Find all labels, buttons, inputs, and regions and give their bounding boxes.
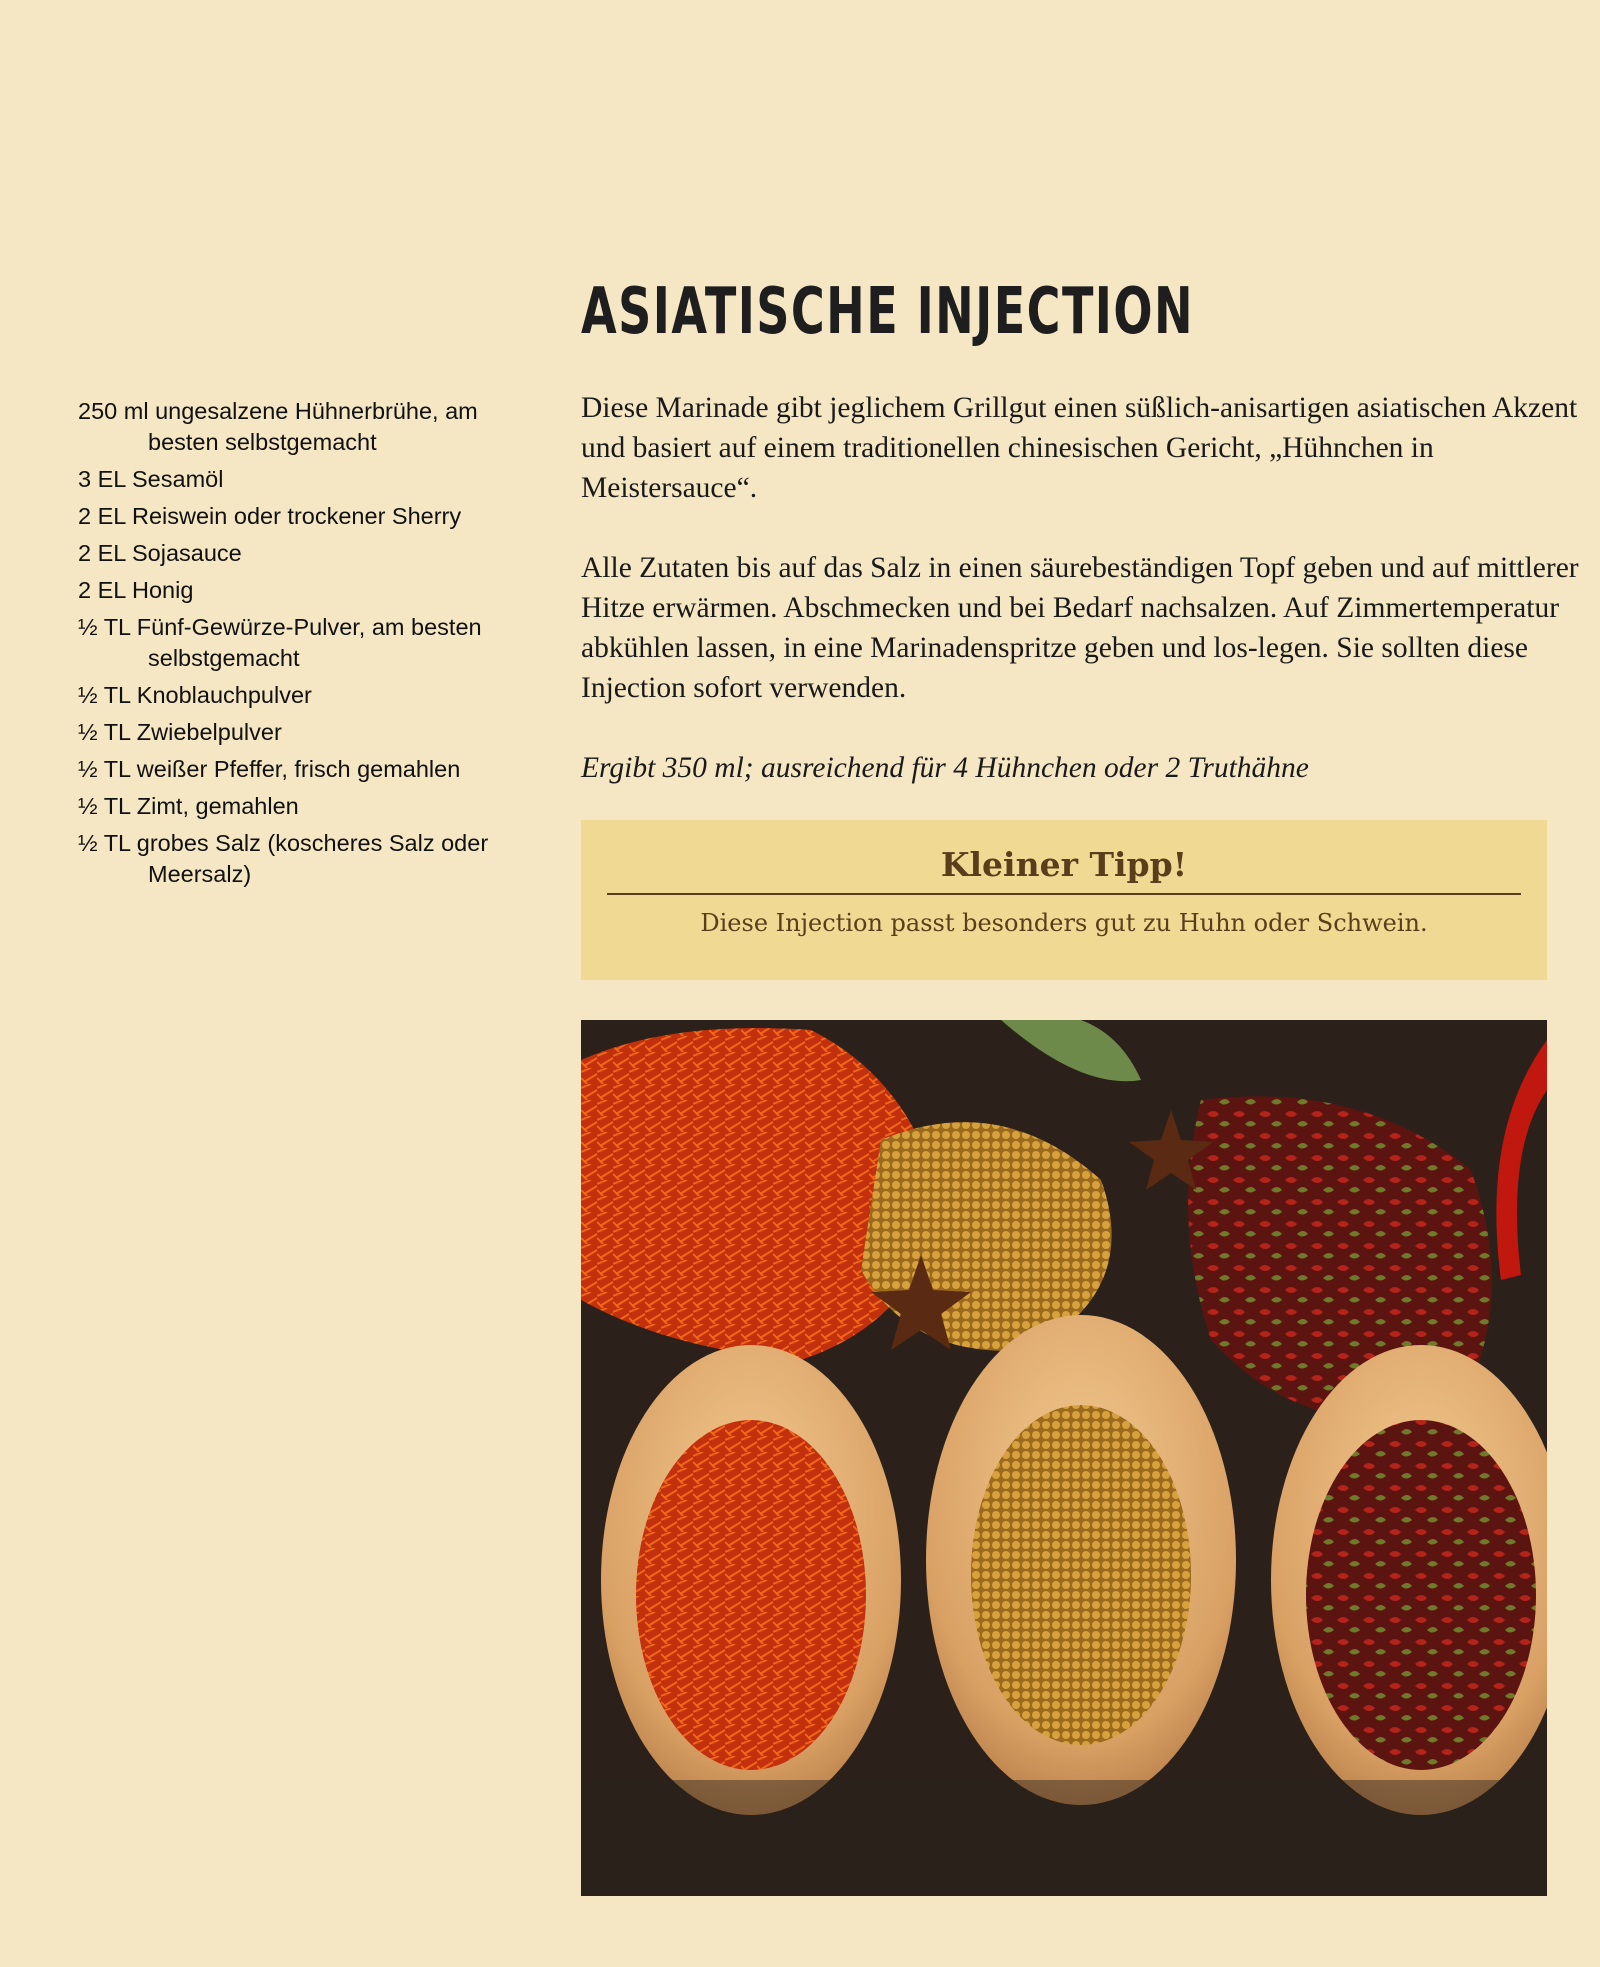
tip-title: Kleiner Tipp! xyxy=(940,845,1188,884)
ingredient-item: ½ TL Knoblauchpulver xyxy=(78,682,312,708)
recipe-title: ASIATISCHE INJECTION xyxy=(581,275,1195,349)
tip-text: Diese Injection passt besonders gut zu Huhn oder Schwein. xyxy=(700,909,1428,937)
ingredient-item: 2 EL Honig xyxy=(78,577,194,603)
recipe-yield: Ergibt 350 ml; ausreichend für 4 Hühnchen oder 2 Truthähne xyxy=(581,752,1309,784)
recipe-instructions: Alle Zutaten bis auf das Salz in einen säurebeständigen Topf geben und auf mittlerer Hitze erwärmen. Abschmecken und bei Bedarf nachsalzen. Auf Zimmertemperatur abkühlen lassen, in eine Marinadenspritze geben und los-legen. Sie sollten diese Injection sofort verwenden. xyxy=(581,552,1579,704)
recipe-body xyxy=(581,388,1581,828)
ingredient-item: ½ TL Zimt, gemahlen xyxy=(78,793,299,819)
ingredient-item: ½ TL Zwiebelpulver xyxy=(78,719,282,745)
ingredient-item: 3 EL Sesamöl xyxy=(78,466,224,492)
spices-photo xyxy=(581,1020,1547,1896)
ingredient-item: ½ TL grobes Salz (koscheres Salz oder Meersalz) xyxy=(78,830,489,887)
ingredient-item: ½ TL Fünf-Gewürze-Pulver, am besten selbstgemacht xyxy=(78,614,482,671)
tip-divider xyxy=(607,893,1521,895)
ingredient-item: 2 EL Sojasauce xyxy=(78,540,242,566)
tip-box xyxy=(581,820,1547,980)
ingredient-item: 250 ml ungesalzene Hühnerbrühe, am besten selbstgemacht xyxy=(78,398,478,455)
ingredient-item: ½ TL weißer Pfeffer, frisch gemahlen xyxy=(78,756,461,782)
ingredient-list xyxy=(78,396,538,896)
recipe-intro: Diese Marinade gibt jeglichem Grillgut einen süßlich-anisartigen asiatischen Akzent und basiert auf einem traditionellen chinesischen Gericht, „Hühnchen in Meistersauce“. xyxy=(581,392,1578,504)
ingredient-item: 2 EL Reiswein oder trockener Sherry xyxy=(78,503,462,529)
